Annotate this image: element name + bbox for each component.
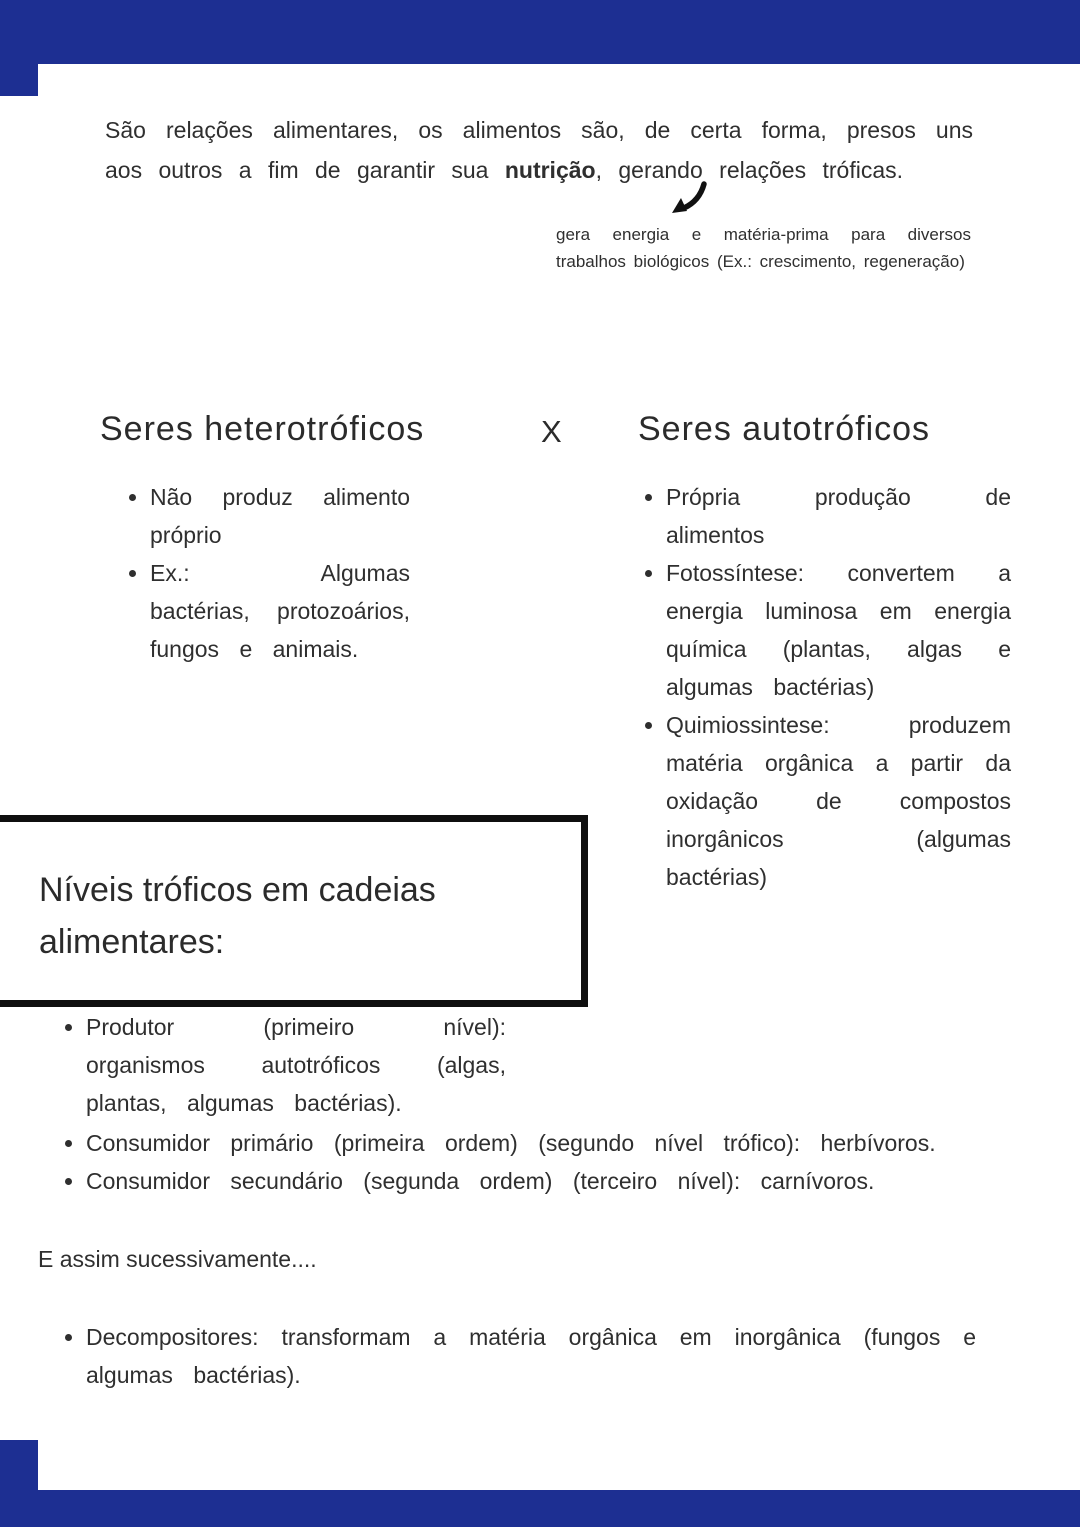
arrow-down-left-icon: [666, 180, 710, 222]
intro-text-before: São relações alimentares, os alimentos são, de certa forma, presos uns aos outros a fim de garantir sua: [105, 117, 973, 183]
list-item: • Própria produção de alimentos: [666, 478, 1011, 554]
nutrition-annotation: gera energia e matéria-prima para diversos trabalhos biológicos (Ex.: crescimento, regeneração): [556, 225, 971, 271]
list-item: • Consumidor secundário (segunda ordem) (terceiro nível): carnívoros.: [86, 1162, 976, 1200]
list-item: • Quimiossintese: produzem matéria orgânica a partir da oxidação de compostos inorgânicos (algumas bactérias): [666, 706, 1011, 896]
trophic-levels-list-wide: [56, 1124, 978, 1200]
list-item: • Ex.: Algumas bactérias, protozoários, fungos e animais.: [150, 554, 410, 668]
list-item: • Consumidor primário (primeira ordem) (segundo nível trófico): herbívoros.: [86, 1124, 976, 1162]
trophic-levels-box: [0, 815, 588, 1007]
page-frame-left-top: [0, 0, 38, 96]
trophic-levels-title: Níveis tróficos em cadeias alimentares:: [39, 871, 436, 961]
intro-text-after: , gerando relações tróficas.: [595, 157, 904, 183]
page-frame-top: [0, 0, 1080, 64]
heterotrophs-list: [122, 478, 410, 668]
intro-bold-word: nutrição: [504, 157, 596, 183]
trophic-levels-list-narrow: [56, 1008, 506, 1122]
list-item: • Produtor (primeiro nível): organismos autotróficos (algas, plantas, algumas bactérias).: [86, 1008, 506, 1122]
list-item: • Fotossíntese: convertem a energia luminosa em energia química (plantas, algas e algumas bactérias): [666, 554, 1011, 706]
autotrophs-list: [638, 478, 1011, 896]
heading-autotrophs: Seres autotróficos: [638, 410, 931, 448]
versus-separator: X: [541, 414, 562, 449]
heading-heterotrophs: Seres heterotróficos: [100, 410, 425, 448]
decomposers-list: [56, 1318, 978, 1394]
intro-paragraph: [105, 110, 973, 190]
list-item: • Não produz alimento próprio: [150, 478, 410, 554]
list-item: • Decompositores: transformam a matéria orgânica em inorgânica (fungos e algumas bactérias).: [86, 1318, 976, 1394]
page-frame-bottom: [0, 1490, 1080, 1527]
continuation-text: E assim sucessivamente....: [38, 1246, 317, 1272]
